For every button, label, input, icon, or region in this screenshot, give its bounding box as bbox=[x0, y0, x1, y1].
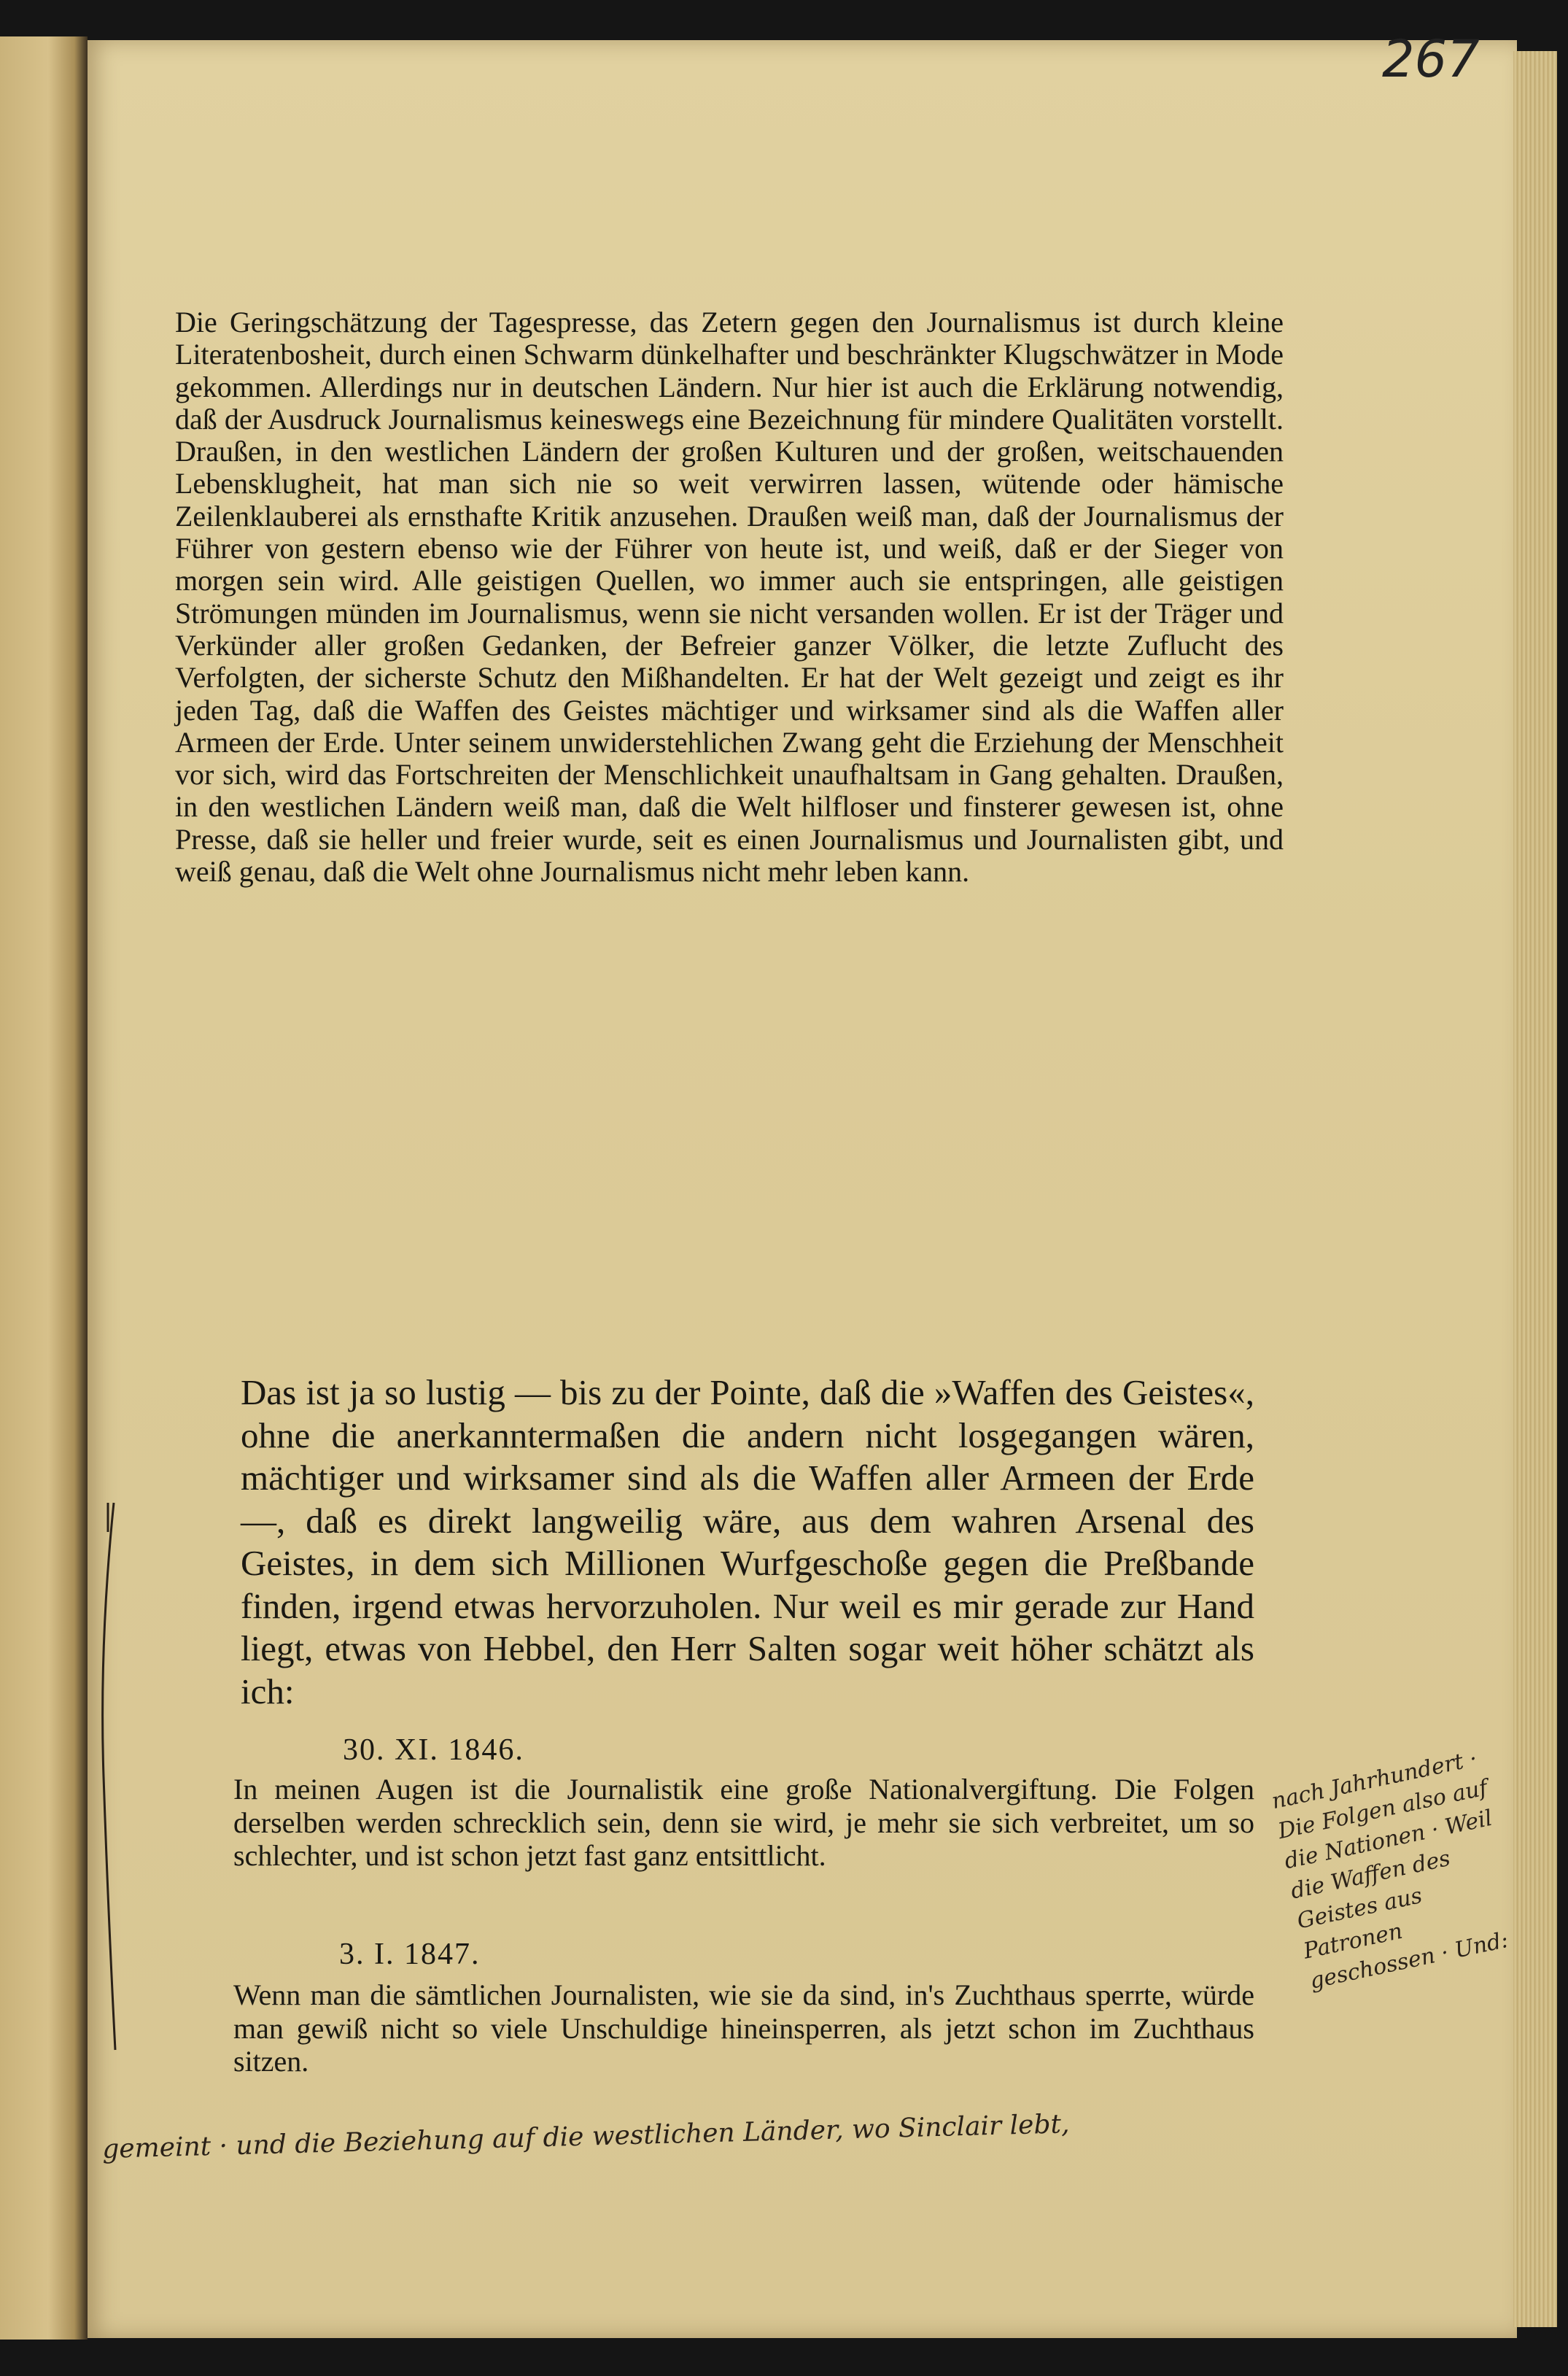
quoted-passage bbox=[175, 306, 1284, 888]
hebbel-entry-1: In meinen Augen ist die Journalistik eine große Nationalvergiftung. Die Folgen derselben werden schrecklich sein, denn sie wird, je mehr sie sich verbreitet, um so schlechter, und ist schon jetzt fast ganz entsittlicht. bbox=[233, 1773, 1254, 1872]
commentary-paragraph: Das ist ja so lustig — bis zu der Pointe, daß die »Waffen des Geistes«, ohne die anerkanntermaßen die andern nicht losgegangen wären, mächtiger und wirksamer sind als die Waffen aller Armeen der Erde —, daß es direkt langweilig wäre, aus dem wahren Arsenal des Geistes, in dem sich Millionen Wurfgeschoße gegen die Preßbande finden, irgend etwas hervorzuholen. Nur weil es mir gerade zur Hand liegt, etwas von Hebbel, den Herr Salten sogar weit höher schätzt als ich: bbox=[241, 1372, 1254, 1711]
handwritten-bottom-note: gemeint · und die Beziehung auf die westlichen Länder, wo Sinclair lebt, bbox=[101, 2109, 1070, 2164]
page-number: 267 bbox=[1382, 29, 1480, 89]
handwritten-margin-note: nach Jahrhundert · Die Folgen also auf die Nationen · Weil die Waffen des Geistes aus Patronen geschossen · Und: bbox=[1269, 1746, 1511, 1994]
hebbel-entry-2: Wenn man die sämtlichen Journalisten, wie sie da sind, in's Zuchthaus sperrte, würde man gewiß nicht so viele Unschuldige hineinsperren, als jetzt schon im Zuchthaus sitzen. bbox=[233, 1978, 1254, 2078]
hebbel-date-2: 3. I. 1847. bbox=[339, 1938, 481, 1971]
margin-bracket-mark bbox=[93, 1499, 123, 2054]
hebbel-date-1: 30. XI. 1846. bbox=[343, 1733, 524, 1767]
quoted-passage-text: Die Geringschätzung der Tagespresse, das Zetern gegen den Journalismus ist durch kleine Literatenbosheit, durch einen Schwarm dünkelhafter und beschränkter Klugschwätzer in Mode gekommen. Allerdings nur in deutschen Ländern. Nur hier ist auch die Erklärung notwendig, daß der Ausdruck Journalismus keineswegs eine Bezeichnung für mindere Qualitäten vorstellt. Draußen, in den westlichen Ländern der großen Kulturen und der großen, weitschauenden Lebensklugheit, hat man sich nie so weit verwirren lassen, wütende oder hämische Zeilenklauberei als ernsthafte Kritik anzusehen. Draußen weiß man, daß der Journalismus der Führer von gestern ebenso wie der Führer von heute ist, und weiß, daß er der Sieger von morgen sein wird. Alle geistigen Quellen, wo immer auch sie entspringen, alle geistigen Strömungen münden im Journalismus, wenn sie nicht versanden wollen. Er ist der Träger und Verkünder aller großen Gedanken, der Befreier ganzer Völker, die letzte Zuflucht des Verfolgten, der sicherste Schutz den Mißhandelten. Er hat der Welt gezeigt und zeigt es ihr jeden Tag, daß die Waffen des Geistes mächtiger und wirksamer sind als die Waffen aller Armeen der Erde. Unter seinem unwiderstehlichen Zwang geht die Erziehung der Menschheit vor sich, wird das Fortschreiten der Menschlichkeit unaufhaltsam in Gang gehalten. Draußen, in den westlichen Ländern weiß man, daß die Welt hilfloser und finsterer gewesen ist, ohne Presse, daß sie heller und freier wurde, seit es einen Journalismus und Journalisten gibt, und weiß genau, daß die Welt ohne Journalismus nicht mehr leben kann. bbox=[175, 306, 1284, 889]
page-stack-edge bbox=[1513, 51, 1557, 2327]
left-page-edge bbox=[0, 36, 88, 2340]
